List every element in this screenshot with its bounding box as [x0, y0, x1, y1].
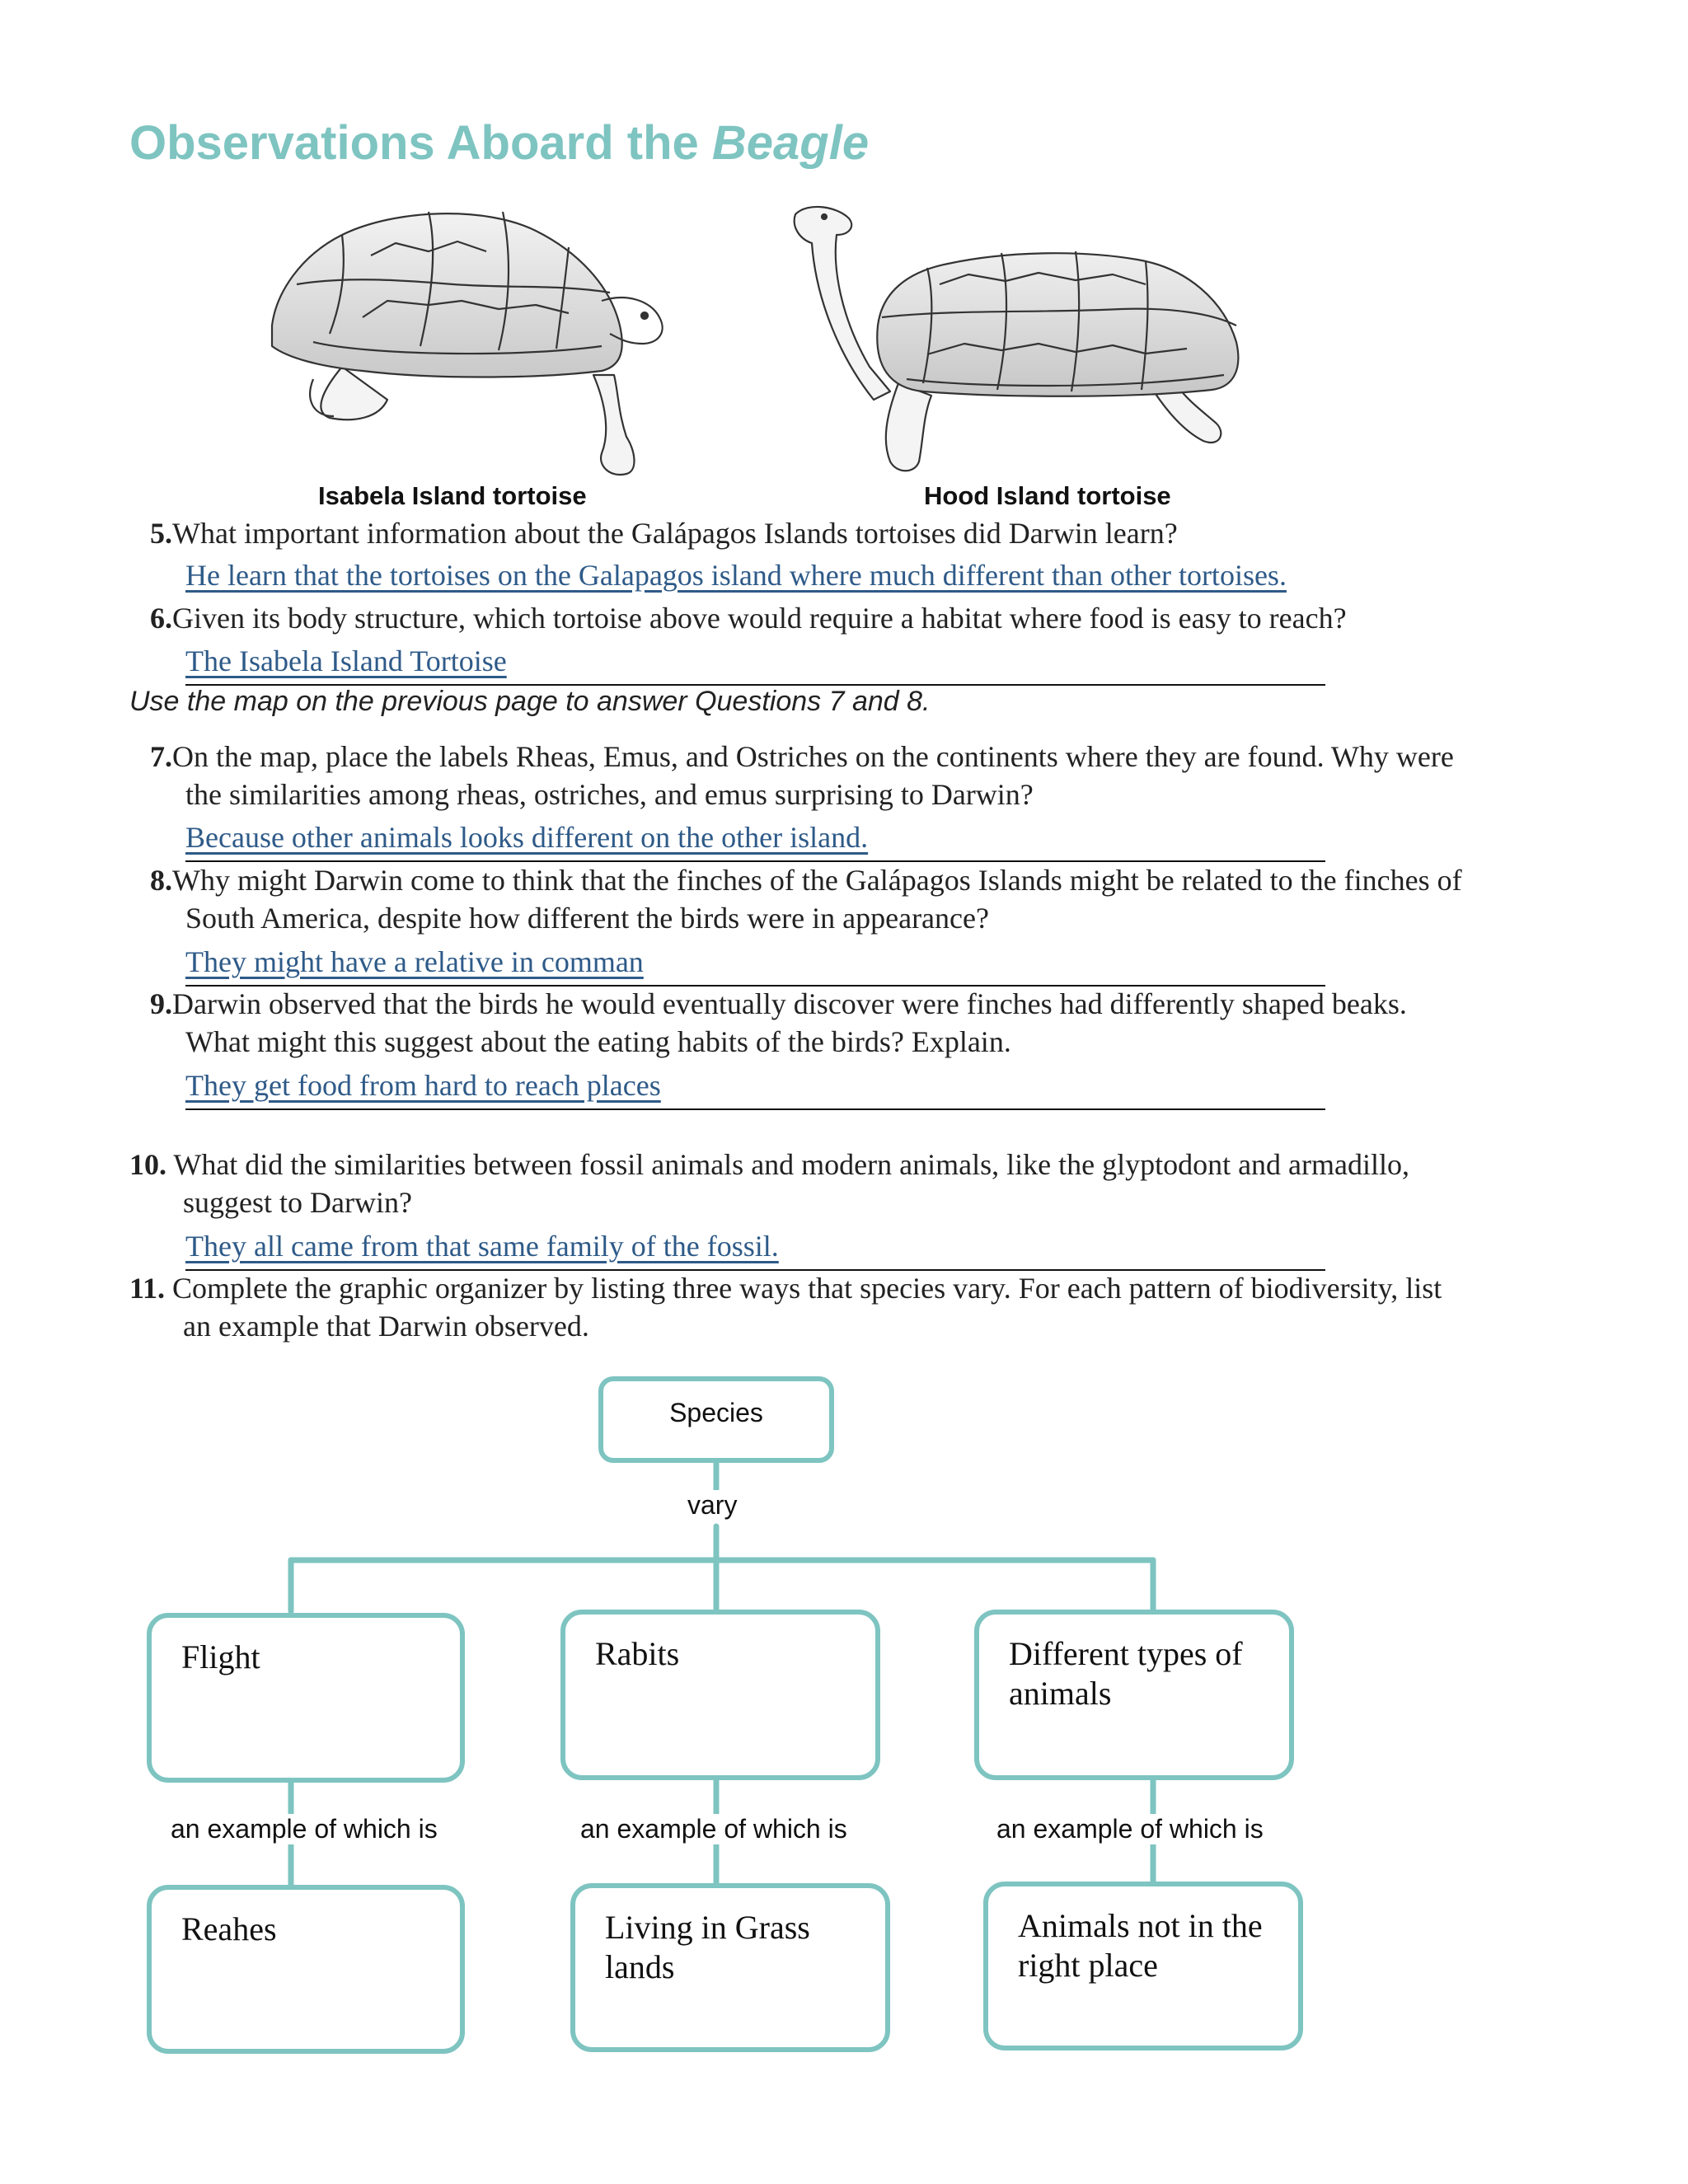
example-box-1[interactable]: [147, 1885, 465, 2054]
example-text-3: Animals not in the right place: [1018, 1907, 1263, 1984]
question-8: 8.Why might Darwin come to think that the finches of the Galápagos Islands might be related to the finches of South America, despite how different the birds were in appearance?: [150, 864, 1462, 935]
question-6: 6.Given its body structure, which tortoise above would require a habitat where food is easy to reach?: [150, 602, 1347, 635]
isabela-tortoise-caption: Isabela Island tortoise: [318, 481, 587, 510]
variation-box-3[interactable]: [974, 1610, 1294, 1780]
species-label: Species: [669, 1398, 763, 1427]
variation-box-2[interactable]: [560, 1610, 880, 1780]
question-9: 9.Darwin observed that the birds he would eventually discover were finches had differently shaped beaks. What might this suggest about the eating habits of the birds? Explain.: [150, 987, 1407, 1058]
answer-7[interactable]: Because other animals looks different on the other island.: [185, 818, 1325, 862]
variation-text-3: Different types of animals: [1009, 1635, 1243, 1712]
vary-label: vary: [687, 1490, 738, 1520]
variation-text-1: Flight: [181, 1638, 260, 1675]
variation-text-2: Rabits: [595, 1635, 680, 1672]
variation-box-1[interactable]: [147, 1613, 465, 1783]
example-label-2: an example of which is: [580, 1814, 847, 1844]
example-box-3[interactable]: [983, 1882, 1303, 2050]
example-box-2[interactable]: [570, 1883, 890, 2052]
answer-9[interactable]: They get food from hard to reach places: [185, 1066, 1325, 1110]
answer-6[interactable]: The Isabela Island Tortoise: [185, 641, 1325, 686]
answer-8[interactable]: They might have a relative in comman: [185, 942, 1325, 987]
example-text-2: Living in Grass lands: [605, 1909, 810, 1985]
question-10: 10. What did the similarities between fossil animals and modern animals, like the glyptodont and armadillo, suggest to Darwin?: [129, 1148, 1410, 1219]
answer-10[interactable]: They all came from that same family of the fossil.: [185, 1226, 1325, 1271]
answer-5[interactable]: He learn that the tortoises on the Galapagos island where much different than other tortoises.: [185, 559, 1287, 592]
species-box: [598, 1376, 834, 1463]
example-label-3: an example of which is: [996, 1814, 1264, 1844]
question-5: 5.What important information about the Galápagos Islands tortoises did Darwin learn?: [150, 517, 1178, 550]
example-label-1: an example of which is: [171, 1814, 438, 1844]
question-11: 11. Complete the graphic organizer by listing three ways that species vary. For each pattern of biodiversity, list an example that Darwin observed.: [129, 1272, 1442, 1343]
hood-tortoise-caption: Hood Island tortoise: [924, 481, 1171, 510]
example-text-1: Reahes: [181, 1910, 277, 1947]
question-7: 7.On the map, place the labels Rheas, Emus, and Ostriches on the continents where they are found. Why were the similarities among rheas, ostriches, and emus surprising to Darwin?: [150, 740, 1454, 811]
page-title: Observations Aboard the Beagle: [129, 116, 870, 170]
map-instruction: Use the map on the previous page to answer Questions 7 and 8.: [129, 686, 931, 717]
